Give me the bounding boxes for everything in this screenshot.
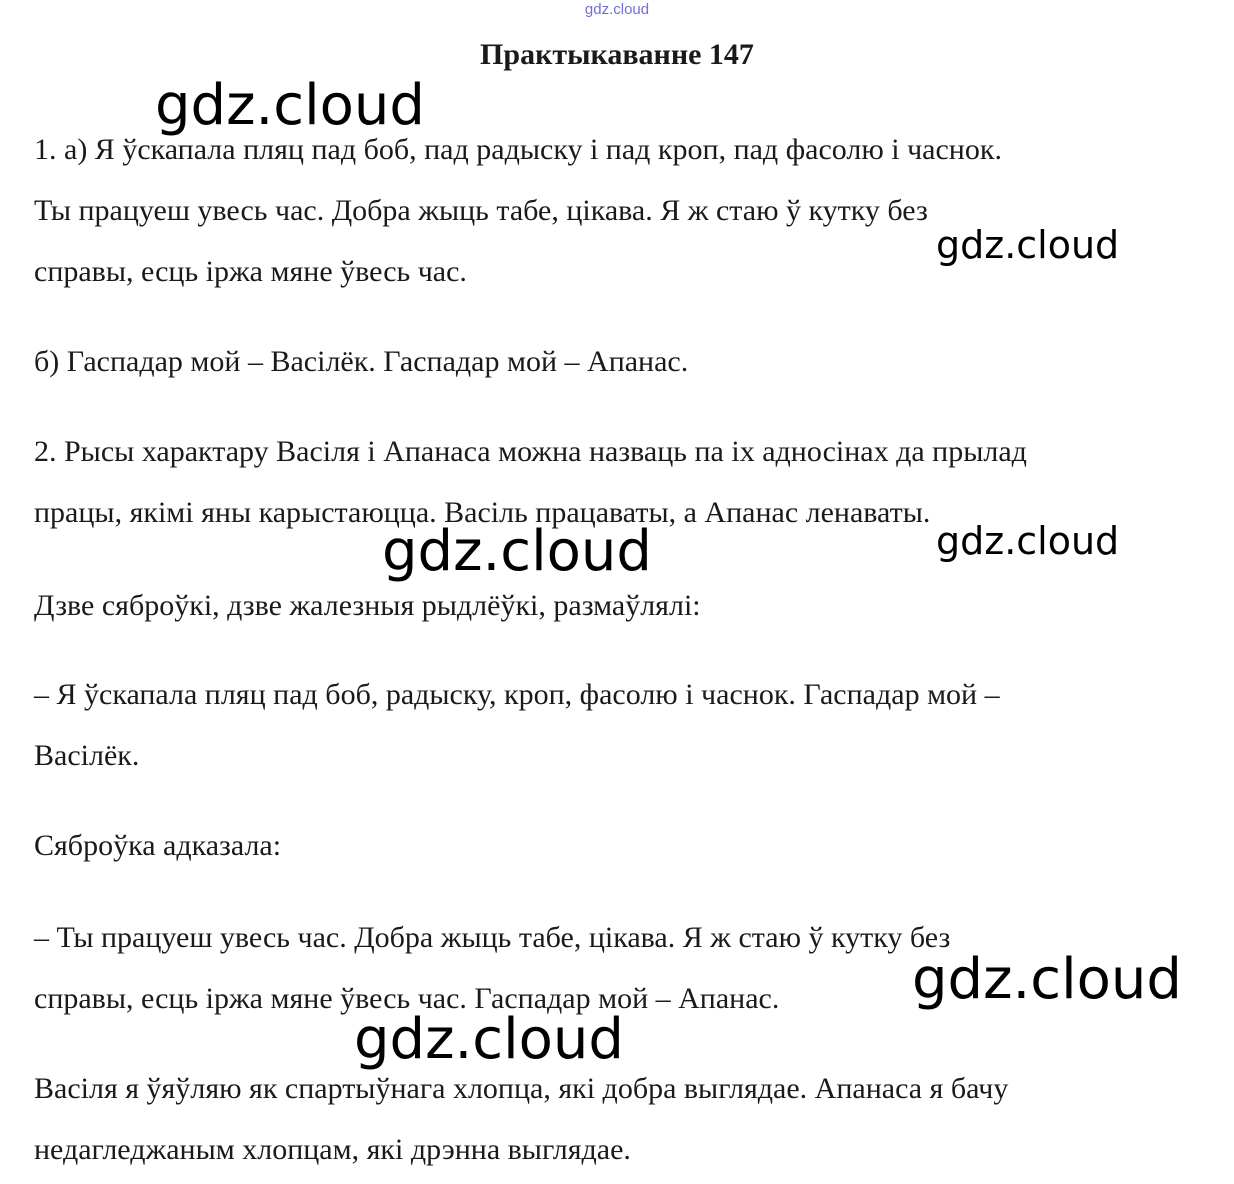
text-line: Васілёк. [34, 739, 140, 772]
watermark: gdz.cloud [382, 519, 652, 584]
text-line: Сяброўка адказала: [34, 829, 282, 862]
watermark: gdz.cloud [155, 73, 425, 138]
text-line: 1. а) Я ўскапала пляц пад боб, пад радыску і пад кроп, пад фасолю і часнок. [34, 133, 1002, 166]
text-line: Васіля я ўяўляю як спартыўнага хлопца, які добра выглядае. Апанаса я бачу [34, 1072, 1009, 1105]
text-line: справы, есць іржа мяне ўвесь час. Гаспадар мой – Апанас. [34, 982, 780, 1015]
text-line: справы, есць іржа мяне ўвесь час. [34, 255, 467, 288]
text-line: 2. Рысы характару Васіля і Апанаса можна назваць па іх адносінах да прылад [34, 435, 1027, 468]
text-line: – Я ўскапала пляц пад боб, радыску, кроп, фасолю і часнок. Гаспадар мой – [34, 678, 1000, 711]
text-line: недагледжаным хлопцам, які дрэнна выглядае. [34, 1133, 631, 1166]
watermark: gdz.cloud [912, 947, 1182, 1012]
top-watermark: gdz.cloud [584, 1, 650, 18]
watermark: gdz.cloud [936, 519, 1120, 563]
text-line: Ты працуеш увесь час. Добра жыць табе, цікава. Я ж стаю ў кутку без [34, 194, 928, 227]
text-line: Дзве сяброўкі, дзве жалезныя рыдлёўкі, размаўлялі: [34, 589, 701, 622]
watermark: gdz.cloud [354, 1007, 624, 1072]
text-line: б) Гаспадар мой – Васілёк. Гаспадар мой – Апанас. [34, 345, 689, 378]
text-line: – Ты працуеш увесь час. Добра жыць табе, цікава. Я ж стаю ў кутку без [34, 921, 951, 954]
page-title: Практыкаванне 147 [480, 38, 754, 71]
text-line: працы, якімі яны карыстаюцца. Васіль працаваты, а Апанас ленаваты. [34, 496, 931, 529]
watermark: gdz.cloud [936, 223, 1120, 267]
